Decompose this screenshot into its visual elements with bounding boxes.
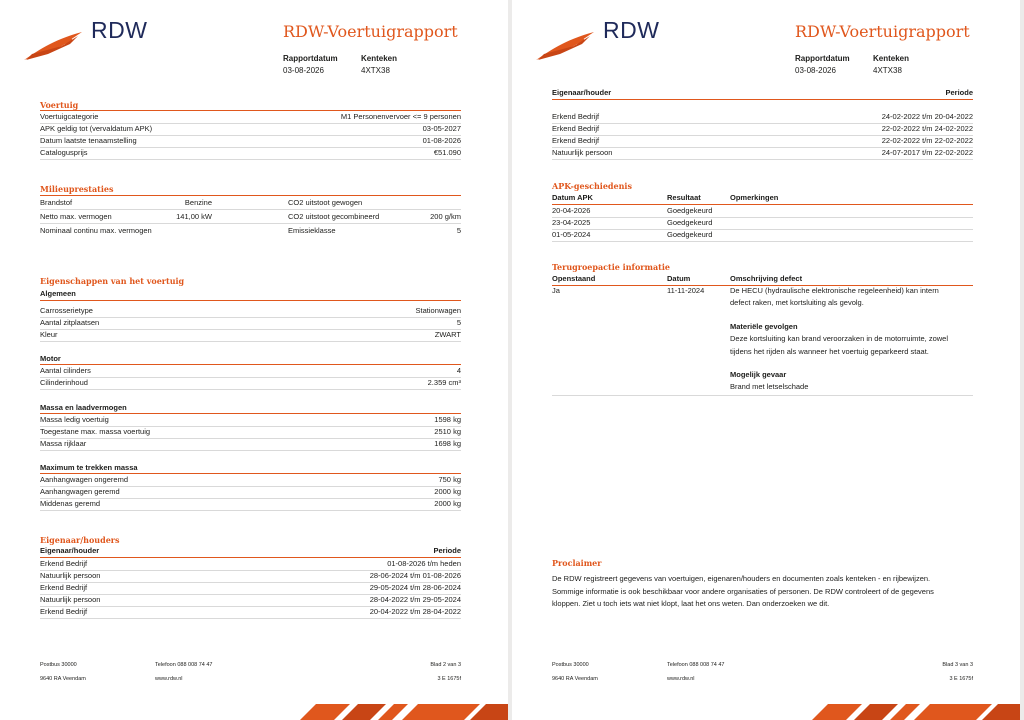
section-rule — [40, 300, 461, 301]
section-rule — [40, 195, 461, 196]
owner-type: Erkend Bedrijf — [552, 124, 600, 133]
table-row — [40, 147, 461, 160]
row-value: €51.090 — [433, 148, 461, 157]
apk-date: 01-05-2024 — [552, 230, 591, 239]
report-date-value: 03-08-2026 — [795, 66, 836, 75]
footer-web-link[interactable]: www.rdw.nl — [155, 676, 183, 682]
row-value: 2.359 cm³ — [427, 378, 461, 387]
row-label: Aantal cilinders — [40, 366, 91, 375]
row-value: Benzine — [184, 198, 212, 207]
row-label: Netto max. vermogen — [40, 212, 112, 221]
row-label: Aanhangwagen geremd — [40, 487, 120, 496]
rdw-logo-text: RDW — [603, 17, 660, 43]
table-row — [40, 438, 461, 451]
report-title: RDW-Voertuigrapport — [283, 22, 458, 41]
report-date-value: 03-08-2026 — [283, 66, 324, 75]
owner-period: 20-04-2022 t/m 28-04-2022 — [369, 607, 461, 616]
section-title-voertuig: Voertuig — [40, 100, 79, 110]
recall-material-line-2: tijdens het rijden als wanneer het voertuig geparkeerd staat. — [730, 347, 929, 356]
row-value: 4 — [456, 366, 461, 375]
recall-open-value: Ja — [552, 286, 560, 295]
owner-type: Erkend Bedrijf — [552, 136, 600, 145]
table-row — [40, 606, 461, 619]
subsection-title-motor: Motor — [40, 354, 61, 363]
plate-value: 4XTX38 — [873, 66, 902, 75]
owner-period: 28-04-2022 t/m 29-05-2024 — [369, 595, 461, 604]
table-row — [40, 225, 461, 237]
recall-date-value: 11-11-2024 — [667, 286, 705, 295]
footer-phone: Telefoon 088 008 74 47 — [667, 662, 725, 668]
row-value: ZWART — [434, 330, 461, 339]
owner-type: Natuurlijk persoon — [40, 571, 101, 580]
footer-code: 3 E 1675f — [949, 676, 973, 682]
row-value: 2000 kg — [434, 487, 461, 496]
table-row — [40, 211, 461, 224]
apk-result: Goedgekeurd — [667, 230, 713, 239]
recall-defect-line-1: De HECU (hydraulische elektronische regeleenheid) kan intern — [730, 286, 939, 295]
owner-period: 29-05-2024 t/m 28-06-2024 — [369, 583, 461, 592]
plate-value: 4XTX38 — [361, 66, 390, 75]
table-row — [40, 377, 461, 390]
row-value: 03-05-2027 — [422, 124, 461, 133]
row-value: 750 kg — [438, 475, 461, 484]
apk-date: 23-04-2025 — [552, 218, 591, 227]
row-value: 01-08-2026 — [422, 136, 461, 145]
column-header-apk-date: Datum APK — [552, 193, 593, 202]
apk-result: Goedgekeurd — [667, 218, 713, 227]
rdw-logo-icon — [22, 26, 84, 62]
row-value: Stationwagen — [415, 306, 461, 315]
recall-danger-line-1: Brand met letselschade — [730, 382, 809, 391]
section-rule — [552, 99, 973, 100]
owner-period: 24-07-2017 t/m 22-02-2022 — [881, 148, 973, 157]
recall-defect-line-2: defect raken, met kortsluiting als gevolg. — [730, 298, 864, 307]
section-title-milieu: Milieuprestaties — [40, 184, 114, 194]
table-row — [552, 229, 973, 242]
row-value: 2510 kg — [434, 427, 461, 436]
row-label: Nominaal continu max. vermogen — [40, 226, 152, 235]
column-header-defect: Omschrijving defect — [730, 274, 803, 283]
column-header-recall-date: Datum — [667, 274, 691, 283]
decorative-stripes-icon — [802, 700, 1020, 720]
section-title-proclaimer: Proclaimer — [552, 558, 602, 568]
column-header-result: Resultaat — [667, 193, 701, 202]
row-label: CO2 uitstoot gecombineerd — [288, 212, 380, 221]
table-row — [40, 498, 461, 511]
row-value: 5 — [456, 318, 461, 327]
column-header-period: Periode — [433, 546, 461, 555]
apk-date: 20-04-2026 — [552, 206, 591, 215]
owner-type: Erkend Bedrijf — [40, 583, 88, 592]
decorative-stripes-icon — [290, 700, 508, 720]
report-page-3 — [512, 0, 1020, 720]
column-header-owner: Eigenaar/houder — [552, 88, 612, 97]
row-label: Toegestane max. massa voertuig — [40, 427, 151, 436]
footer-address-2: 9640 RA Veendam — [40, 676, 86, 682]
subsection-title-massa: Massa en laadvermogen — [40, 403, 127, 412]
row-label: Massa ledig voertuig — [40, 415, 109, 424]
report-page-2 — [0, 0, 508, 720]
row-label: Cilinderinhoud — [40, 378, 88, 387]
recall-material-title: Materiële gevolgen — [730, 322, 798, 331]
row-value: 141,00 kW — [176, 212, 212, 221]
report-date-label: Rapportdatum — [283, 54, 338, 63]
footer-web-link[interactable]: www.rdw.nl — [667, 676, 695, 682]
row-value: 2000 kg — [434, 499, 461, 508]
rdw-logo-icon — [534, 26, 596, 62]
subsection-title-trekken: Maximum te trekken massa — [40, 463, 138, 472]
footer-page-number: Blad 2 van 3 — [430, 662, 461, 668]
recall-danger-title: Mogelijk gevaar — [730, 370, 787, 379]
owner-period: 01-08-2026 t/m heden — [387, 559, 461, 568]
row-label: Aantal zitplaatsen — [40, 318, 100, 327]
table-row — [552, 147, 973, 160]
row-value: 1598 kg — [434, 415, 461, 424]
plate-label: Kenteken — [361, 54, 398, 63]
footer-address-1: Postbus 30000 — [552, 662, 589, 668]
column-header-period: Periode — [945, 88, 973, 97]
owner-period: 24-02-2022 t/m 20-04-2022 — [881, 112, 973, 121]
row-value: 1698 kg — [434, 439, 461, 448]
row-label: Kleur — [40, 330, 58, 339]
section-title-apk: APK-geschiedenis — [552, 181, 632, 191]
footer-code: 3 E 1675f — [437, 676, 461, 682]
row-label: CO2 uitstoot gewogen — [288, 198, 363, 207]
row-label: Brandstof — [40, 198, 73, 207]
report-date-label: Rapportdatum — [795, 54, 850, 63]
footer-address-1: Postbus 30000 — [40, 662, 77, 668]
row-value: M1 Personenvervoer <= 9 personen — [340, 112, 461, 121]
section-title-eigenschappen: Eigenschappen van het voertuig — [40, 276, 185, 286]
owner-type: Erkend Bedrijf — [40, 559, 88, 568]
footer-phone: Telefoon 088 008 74 47 — [155, 662, 213, 668]
footer-address-2: 9640 RA Veendam — [552, 676, 598, 682]
row-label: APK geldig tot (vervaldatum APK) — [40, 124, 153, 133]
row-label: Massa rijklaar — [40, 439, 87, 448]
apk-result: Goedgekeurd — [667, 206, 713, 215]
proclaimer-line-2: Sommige informatie is ook beschikbaar voor andere organisaties of personen. De RDW controleert of de gegevens — [552, 587, 934, 596]
table-row — [40, 329, 461, 342]
proclaimer-line-1: De RDW registreert gegevens van voertuigen, eigenaren/houders en documenten zoals kenteken - en rijbewijzen. — [552, 574, 931, 583]
column-header-open: Openstaand — [552, 274, 596, 283]
owner-type: Natuurlijk persoon — [552, 148, 613, 157]
plate-label: Kenteken — [873, 54, 910, 63]
row-label: Middenas geremd — [40, 499, 101, 508]
owner-period: 22-02-2022 t/m 24-02-2022 — [881, 124, 973, 133]
recall-material-line-1: Deze kortsluiting kan brand veroorzaken in de motorruimte, zowel — [730, 334, 949, 343]
footer-page-number: Blad 3 van 3 — [942, 662, 973, 668]
row-label: Carrosserietype — [40, 306, 93, 315]
row-value: 200 g/km — [430, 212, 461, 221]
section-title-eigenaren: Eigenaar/houders — [40, 535, 120, 545]
rdw-logo-text: RDW — [91, 17, 148, 43]
row-label: Voertuigcategorie — [40, 112, 99, 121]
table-row — [40, 197, 461, 210]
section-title-recall: Terugroepactie informatie — [552, 262, 670, 272]
owner-type: Natuurlijk persoon — [40, 595, 101, 604]
owner-type: Erkend Bedrijf — [40, 607, 88, 616]
row-label: Emissieklasse — [288, 226, 336, 235]
owner-period: 22-02-2022 t/m 22-02-2022 — [881, 136, 973, 145]
report-title: RDW-Voertuigrapport — [795, 22, 970, 41]
row-label: Datum laatste tenaamstelling — [40, 136, 137, 145]
proclaimer-line-3: kloppen. Ziet u toch iets wat niet klopt, laat het ons weten. Dan onderzoeken we dit. — [552, 599, 830, 608]
divider — [552, 395, 973, 396]
row-label: Aanhangwagen ongeremd — [40, 475, 128, 484]
owner-type: Erkend Bedrijf — [552, 112, 600, 121]
subsection-title-algemeen: Algemeen — [40, 289, 76, 298]
row-label: Catalogusprijs — [40, 148, 88, 157]
column-header-remarks: Opmerkingen — [730, 193, 779, 202]
owner-period: 28-06-2024 t/m 01-08-2026 — [369, 571, 461, 580]
row-value: 5 — [456, 226, 461, 235]
column-header-owner: Eigenaar/houder — [40, 546, 100, 555]
